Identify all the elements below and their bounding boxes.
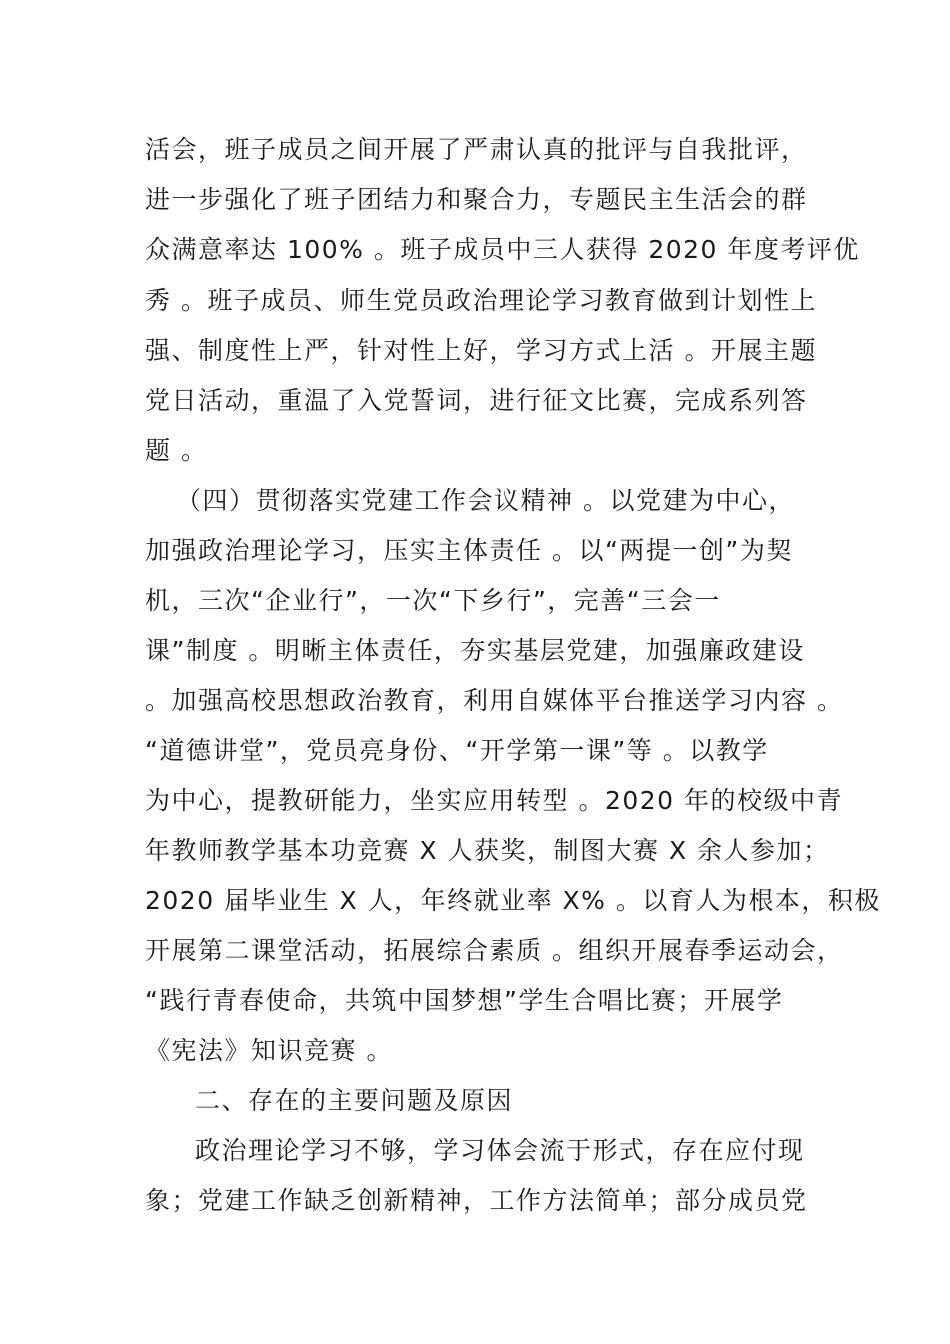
text-line: 活会，班子成员之间开展了严肃认真的批评与自我批评， bbox=[145, 135, 808, 164]
text-line: 课”制度 。明晰主体责任，夯实基层党建，加强廉政建设 bbox=[145, 636, 805, 665]
text-line: （四）贯彻落实党建工作会议精神 。以党建为中心， bbox=[176, 486, 795, 515]
text-line: 进一步强化了班子团结力和聚合力，专题民主生活会的群 bbox=[145, 185, 808, 214]
text-line: 。加强高校思想政治教育，利用自媒体平台推送学习内容 。 bbox=[145, 686, 844, 715]
text-line: 《宪法》知识竞赛 。 bbox=[145, 1036, 393, 1065]
text-line: 机，三次“企业行”，一次“下乡行”，完善“三会一 bbox=[145, 586, 721, 615]
text-line: 秀 。班子成员、师生党员政治理论学习教育做到计划性上 bbox=[145, 286, 817, 315]
section-heading: 二、存在的主要问题及原因 bbox=[195, 1086, 514, 1115]
text-line: 2020 届毕业生 X 人，年终就业率 X% 。以育人为根本，积极 bbox=[145, 886, 881, 915]
text-line: 党日活动，重温了入党誓词，进行征文比赛，完成系列答 bbox=[145, 386, 808, 415]
text-line: 象；党建工作缺乏创新精神，工作方法简单；部分成员党 bbox=[145, 1186, 808, 1215]
text-line: 题 。 bbox=[145, 436, 208, 465]
text-line: 加强政治理论学习，压实主体责任 。以“两提一创”为契 bbox=[145, 536, 793, 565]
text-line: 年教师教学基本功竞赛 X 人获奖，制图大赛 X 余人参加； bbox=[145, 836, 830, 865]
text-line: “道德讲堂”，党员亮身份、“开学第一课”等 。以教学 bbox=[145, 736, 769, 765]
text-line: 众满意率达 100% 。班子成员中三人获得 2020 年度考评优 bbox=[145, 235, 860, 264]
text-line: “践行青春使命，共筑中国梦想”学生合唱比赛；开展学 bbox=[145, 986, 784, 1015]
text-line: 开展第二课堂活动，拓展综合素质 。组织开展春季运动会， bbox=[145, 936, 844, 965]
text-line: 强、制度性上严，针对性上好，学习方式上活 。开展主题 bbox=[145, 336, 817, 365]
text-line: 为中心，提教研能力，坐实应用转型 。2020 年的校级中青 bbox=[145, 786, 844, 815]
text-line: 政治理论学习不够，学习体会流于形式，存在应付现 bbox=[195, 1136, 805, 1165]
